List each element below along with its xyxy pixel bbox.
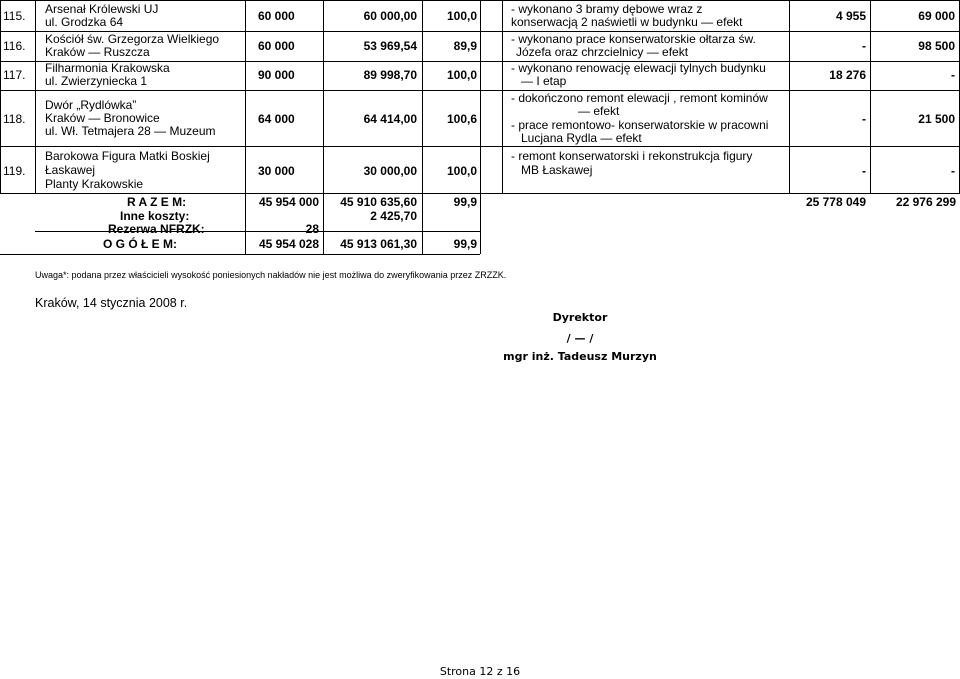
- reserve-planned: 28: [305, 222, 319, 236]
- work-description: — efekt: [578, 104, 620, 118]
- work-description: konserwacją 2 naświetli w budynku — efekt: [511, 15, 743, 29]
- work-description: — I etap: [521, 74, 567, 88]
- actual-amount: 89 998,70: [363, 68, 417, 82]
- other-funds: -: [951, 68, 955, 82]
- ogolem-label: O G Ó Ł E M:: [103, 237, 177, 251]
- razem-own-funds: 25 778 049: [805, 195, 866, 209]
- own-funds: -: [862, 164, 866, 178]
- verification-note: Uwaga*: podana przez właścicieli wysokość poniesionych nakładów nie jest możliwa do zweryfikowania przez ZRZZK.: [35, 270, 507, 280]
- percent: 89,9: [453, 39, 477, 53]
- object-name: Łaskawej: [45, 163, 96, 177]
- object-name: Arsenał Królewski UJ: [45, 2, 159, 16]
- other-costs-actual: 2 425,70: [370, 209, 417, 223]
- page-number: Strona 12 z 16: [439, 665, 521, 678]
- reserve-label: Rezerwa NFRZK:: [108, 222, 205, 236]
- other-funds: 21 500: [918, 112, 955, 126]
- other-costs-label: Inne koszty:: [120, 209, 190, 223]
- percent: 100,0: [446, 68, 477, 82]
- signature-name: mgr inż. Tadeusz Murzyn: [503, 350, 657, 363]
- row-number: 116.: [3, 39, 26, 53]
- other-funds: 98 500: [918, 39, 955, 53]
- object-address: ul. Zwierzyniecka 1: [45, 74, 148, 88]
- own-funds: -: [862, 112, 866, 126]
- razem-planned: 45 954 000: [258, 195, 319, 209]
- work-description: - dokończono remont elewacji , remont kominów: [511, 91, 768, 105]
- planned-amount: 64 000: [258, 112, 295, 126]
- other-funds: -: [951, 164, 955, 178]
- ogolem-actual: 45 913 061,30: [340, 237, 417, 251]
- work-description: - wykonano renowację elewacji tylnych budynku: [511, 61, 766, 75]
- object-address: Kraków — Bronowice: [45, 111, 160, 125]
- percent: 100,6: [446, 112, 477, 126]
- planned-amount: 60 000: [258, 9, 295, 23]
- other-funds: 69 000: [918, 9, 955, 23]
- object-name: Barokowa Figura Matki Boskiej: [45, 149, 210, 163]
- row-number: 119.: [3, 164, 26, 178]
- percent: 100,0: [446, 9, 477, 23]
- razem-other-funds: 22 976 299: [895, 195, 956, 209]
- object-address: Kraków — Ruszcza: [45, 45, 150, 59]
- signature-mark: / — /: [566, 332, 594, 345]
- work-description: - remont konserwatorski i rekonstrukcja figury: [511, 149, 753, 163]
- actual-amount: 53 969,54: [363, 39, 417, 53]
- object-address: ul. Wł. Tetmajera 28 — Muzeum: [45, 124, 216, 138]
- row-number: 118.: [3, 112, 26, 126]
- own-funds: 18 276: [829, 68, 866, 82]
- percent: 100,0: [446, 164, 477, 178]
- razem-label: R A Z E M:: [127, 195, 187, 209]
- object-name: Filharmonia Krakowska: [45, 61, 170, 75]
- object-name: Kościół św. Grzegorza Wielkiego: [45, 32, 220, 46]
- actual-amount: 64 414,00: [363, 112, 417, 126]
- object-name: Dwór „Rydlówka”: [45, 98, 137, 112]
- razem-percent: 99,9: [453, 195, 477, 209]
- own-funds: 4 955: [835, 9, 866, 23]
- place-date: Kraków, 14 stycznia 2008 r.: [35, 296, 188, 310]
- planned-amount: 60 000: [258, 39, 295, 53]
- work-description: - wykonano prace konserwatorskie ołtarza św.: [511, 32, 756, 46]
- work-description: Józefa oraz chrzcielnicy — efekt: [516, 45, 689, 59]
- ogolem-planned: 45 954 028: [258, 237, 319, 251]
- work-description: MB Łaskawej: [521, 163, 593, 177]
- work-description: - prace remontowo- konserwatorskie w pracowni: [511, 118, 769, 132]
- row-number: 115.: [3, 9, 26, 23]
- razem-actual: 45 910 635,60: [340, 195, 417, 209]
- row-number: 117.: [3, 68, 26, 82]
- object-address: ul. Grodzka 64: [45, 15, 124, 29]
- object-address: Planty Krakowskie: [45, 177, 144, 191]
- signature-title: Dyrektor: [552, 311, 608, 324]
- actual-amount: 30 000,00: [363, 164, 417, 178]
- work-description: - wykonano 3 bramy dębowe wraz z: [511, 2, 703, 16]
- actual-amount: 60 000,00: [363, 9, 417, 23]
- planned-amount: 30 000: [258, 164, 295, 178]
- own-funds: -: [862, 39, 866, 53]
- work-description: Lucjana Rydla — efekt: [521, 131, 642, 145]
- ogolem-percent: 99,9: [453, 237, 477, 251]
- planned-amount: 90 000: [258, 68, 295, 82]
